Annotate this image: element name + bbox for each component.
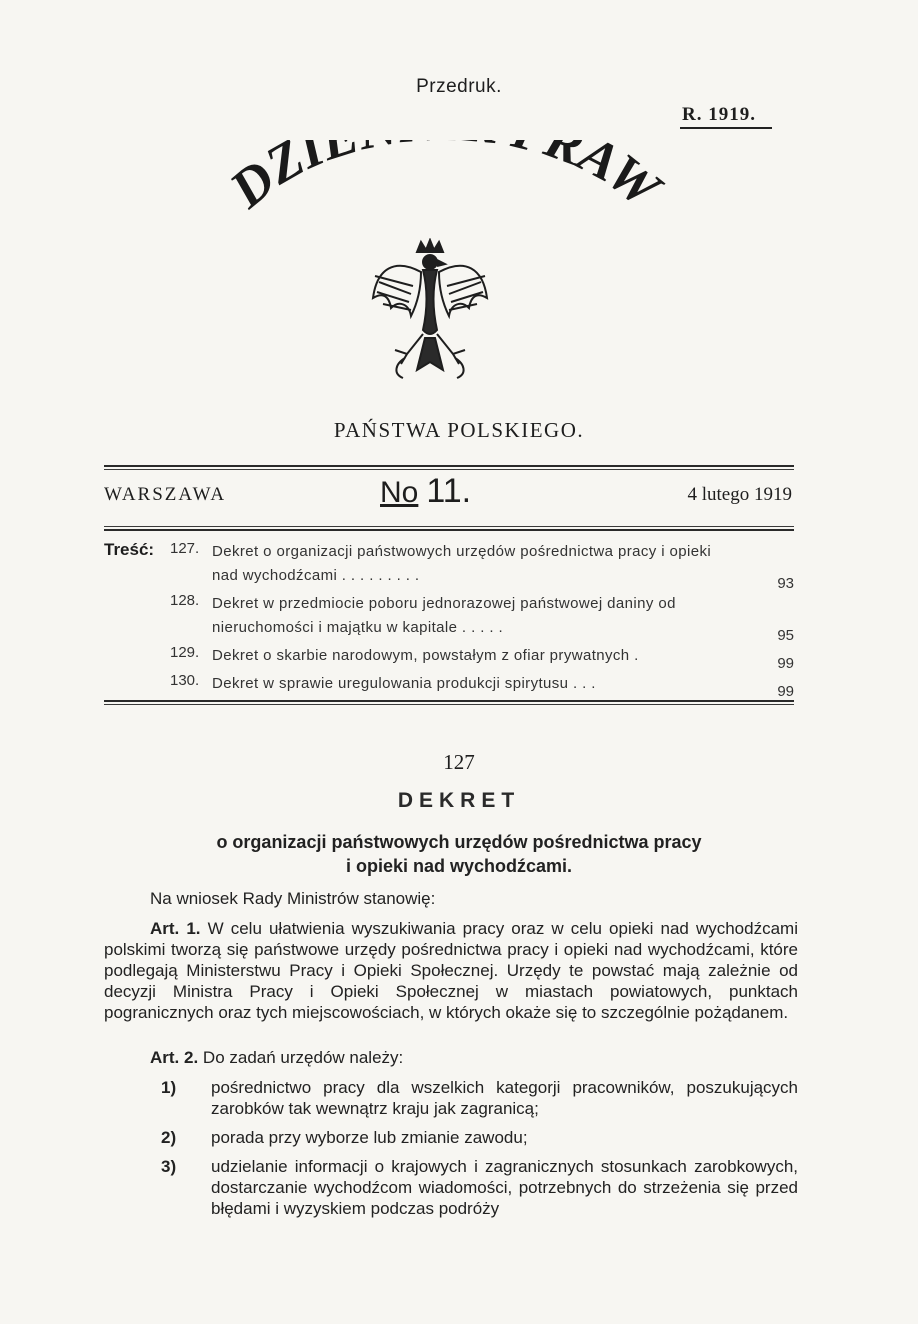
header-rule-top-thin	[104, 469, 794, 470]
toc-rule	[104, 700, 794, 702]
number-symbol: No	[380, 476, 419, 509]
toc-item	[104, 592, 794, 644]
article-2	[104, 1047, 798, 1068]
toc-item-number: 127.	[170, 540, 200, 557]
decree-number: 127	[443, 750, 475, 774]
issue-date: 4 lutego 1919	[687, 484, 792, 505]
decree-subtitle	[100, 830, 818, 878]
table-of-contents	[104, 540, 794, 700]
list-item-number: 3)	[161, 1157, 177, 1176]
toc-item	[104, 672, 794, 700]
header-rule-bottom-thick	[104, 529, 794, 531]
article-1	[104, 918, 798, 1023]
article-2-label: Art. 2.	[150, 1048, 199, 1067]
decree-subtitle-line-1: o organizacji państwowych urzędów pośrednictwa pracy	[216, 832, 702, 852]
issue-row	[104, 472, 792, 518]
toc-rule-thin	[104, 704, 794, 705]
article-1-label: Art. 1.	[150, 919, 201, 938]
toc-item-page: 99	[777, 655, 794, 672]
article-1-text: W celu ułatwienia wyszukiwania pracy oraz w celu opieki nad wychodźcami polskimi tworzą się państwowe urzędy pośrednictwa pracy i opieki nad wychodźcami, które podlegają Ministerstwu Pracy i Opieki Społecznej. Urzędy te powstać mają zależnie od decyzji Ministra Pracy i Opieki Społecznej w miastach powiatowych, punktach pogranicznych oraz tych miejscowościach, w których okaże się to szczególnie pożądanem.	[104, 919, 798, 1022]
issue-city: WARSZAWA	[104, 484, 227, 505]
decree-preamble: Na wniosek Rady Ministrów stanowię:	[150, 889, 436, 908]
toc-item	[104, 540, 794, 592]
toc-item-page: 95	[777, 627, 794, 644]
toc-item-number: 128.	[170, 592, 200, 609]
list-item-number: 1)	[161, 1078, 177, 1097]
list-item	[104, 1077, 798, 1119]
toc-item-number: 129.	[170, 644, 200, 661]
toc-item-page: 93	[777, 575, 794, 592]
year-tag: R. 1919.	[682, 104, 756, 125]
year-underline	[680, 127, 772, 129]
eagle-emblem-icon	[365, 238, 495, 388]
list-item-number: 2)	[161, 1128, 177, 1147]
decree-heading: DEKRET	[397, 789, 521, 812]
toc-item-title: Dekret w przedmiocie poboru jednorazowej państwowej daniny od nieruchomości i majątku w kapitale . . . . .	[212, 595, 676, 636]
toc-item-title: Dekret o organizacji państwowych urzędów pośrednictwa pracy i opieki nad wychodźcami . . . . . . . . .	[212, 543, 712, 584]
toc-item-number: 130.	[170, 672, 200, 689]
list-item	[104, 1127, 798, 1148]
list-item-text: pośrednictwo pracy dla wszelkich kategorji pracowników, poszukujących zarobków tak wewnątrz kraju jak zagranicą;	[211, 1078, 798, 1118]
reprint-label: Przedruk.	[416, 76, 502, 97]
toc-item-page: 99	[777, 683, 794, 700]
article-2-list	[104, 1077, 798, 1219]
header-rule-top	[104, 465, 794, 467]
toc-heading: Treść:	[104, 540, 155, 559]
list-item	[104, 1156, 798, 1219]
number-value: 11.	[426, 472, 472, 510]
state-name: PAŃSTWA POLSKIEGO.	[333, 418, 585, 442]
list-item-text: udzielanie informacji o krajowych i zagranicznych stosunkach zarobkowych, dostarczanie wychodźcom wiadomości, potrzebnych do strzeżenia się przed błędami i wyzyskiem podczas podróży	[211, 1157, 798, 1218]
issue-number	[380, 472, 471, 511]
masthead-arc-textpath: DZI RAW	[218, 140, 672, 220]
article-2-text: Do zadań urzędów należy:	[202, 1048, 404, 1067]
list-item-text: porada przy wyborze lub zmianie zawodu;	[211, 1128, 528, 1147]
toc-item-title: Dekret o skarbie narodowym, powstałym z ofiar prywatnych .	[212, 647, 639, 664]
masthead-arc-text	[218, 140, 675, 221]
decree-subtitle-line-2: i opieki nad wychodźcami.	[345, 856, 573, 876]
toc-item	[104, 644, 794, 672]
header-rule-bottom	[104, 526, 794, 527]
toc-item-title: Dekret w sprawie uregulowania produkcji spirytusu . . .	[212, 675, 596, 692]
